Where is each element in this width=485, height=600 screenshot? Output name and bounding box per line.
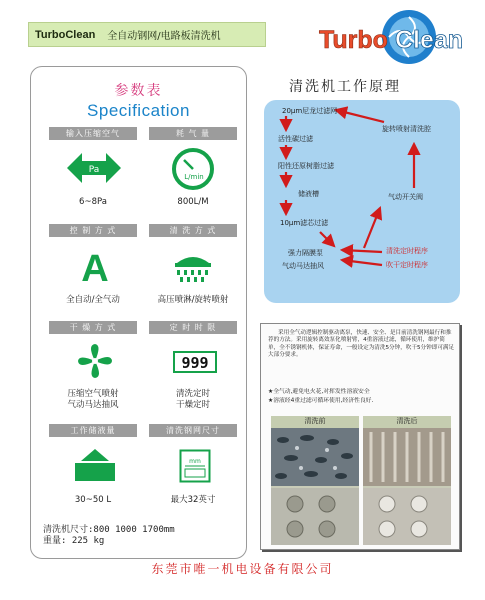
- spec-label-drying: 干 燥 方 式: [49, 321, 137, 334]
- icon-pa-text: Pa: [88, 165, 100, 175]
- flow-node-reservoir: 储液槽: [298, 190, 319, 198]
- svg-text:Clean: Clean: [395, 26, 464, 54]
- machine-weight-text: 重量: 225 kg: [43, 535, 105, 546]
- spec-value-cleaning: 高压喷淋/旋转喷射: [157, 295, 229, 305]
- machine-dimensions: [43, 525, 175, 547]
- spray-head-icon: [171, 251, 215, 283]
- spec-label-timer: 定 时 时 限: [149, 321, 237, 334]
- description-box: [260, 323, 460, 550]
- spec-label-cleaning: 清 洗 方 式: [149, 224, 237, 237]
- before-label: 清洗前: [271, 416, 359, 428]
- spec-label-stencil-size: 清洗钢网尺寸: [149, 424, 237, 437]
- spec-value-tank: 30~50 L: [74, 495, 112, 505]
- flow-node-diaphragm-pump: 强力隔膜泵: [288, 249, 323, 257]
- icon-999-text: 999: [181, 354, 209, 372]
- flow-node-wash-timer: 清洗定时程序: [386, 247, 428, 255]
- flow-node-air-motor: 气动马达抽风: [282, 262, 324, 270]
- spec-title-cn: 参数表: [114, 83, 163, 99]
- bullet-explosion-safe: ★全气动,避免电火花,对挥发性溶液安全: [268, 389, 370, 395]
- fan-icon: [77, 343, 113, 379]
- gauge-lmin-icon: [171, 147, 215, 191]
- header-bar: [28, 22, 266, 47]
- spec-label-tank: 工作储液量: [49, 424, 137, 437]
- machine-size-text: 清洗机尺寸:800 1000 1700mm: [43, 525, 175, 535]
- icon-mm-text: mm: [189, 458, 201, 465]
- spec-title-en: Specification: [87, 101, 190, 120]
- spec-value-timer: 清洗定时 干燥定时: [175, 389, 210, 410]
- spec-value-air-consumption: 800L/M: [177, 197, 209, 207]
- description-paragraph: 采用全气动逻辑控制驱动离泵，快速、安全、是目前清洗钢网最行和推荐的方法。采用旋转离效泵化喷射臂，4重溶液过滤，循环使用，维护简单，全不锈钢机体，保证寿命，一般设定为清洗5分钟，吹干5分钟即可满足大部分要求。: [268, 330, 455, 358]
- company-name: 东莞市唯一机电设备有限公司: [151, 562, 334, 576]
- spec-value-stencil-size: 最大32英寸: [170, 495, 216, 505]
- principle-title: 清洗机工作原理: [289, 79, 401, 95]
- icon-a-text: A: [81, 248, 109, 285]
- after-cleaning-image: [363, 428, 451, 545]
- after-label: 清洗后: [363, 416, 451, 428]
- tank-level-icon: [73, 447, 117, 483]
- flow-node-spray-chamber: 旋转喷射清洗腔: [382, 125, 431, 133]
- spec-label-air-input: 输入压缩空气: [49, 127, 137, 140]
- spec-label-air-consumption: 耗 气 量: [149, 127, 237, 140]
- letter-a-icon: [75, 247, 115, 285]
- spec-value-control: 全自动/全气动: [66, 295, 120, 305]
- icon-lmin-text: L/min: [184, 173, 204, 181]
- frame-size-icon: [179, 449, 211, 483]
- spec-label-control: 控 制 方 式: [49, 224, 137, 237]
- header-brand: TurboClean: [35, 28, 96, 41]
- bullet-recycle: ★溶液经4重过滤可循环使用,经济性良好.: [268, 398, 374, 404]
- flow-node-carbon-filter: 活性碳过滤: [278, 135, 313, 143]
- svg-text:Turbo: Turbo: [319, 26, 388, 54]
- specification-panel: [30, 66, 247, 559]
- flow-node-air-valve: 气动开关阀: [388, 193, 423, 201]
- turboclean-logo: [315, 8, 475, 66]
- double-arrow-pa-icon: [67, 151, 121, 185]
- flow-node-resin-filter: 阳性还原树脂过滤: [278, 162, 334, 170]
- timer-999-icon: [173, 351, 217, 373]
- flow-node-cartridge-filter: 10μm滤芯过滤: [280, 219, 329, 227]
- header-subtitle: 全自动钢网/电路板清洗机: [107, 31, 221, 42]
- flow-node-dry-timer: 吹干定时程序: [386, 261, 428, 269]
- flow-node-nylon-filter: 20μm尼龙过滤网: [282, 107, 338, 115]
- spec-value-drying: 压缩空气喷射 气动马达抽风: [67, 389, 119, 410]
- photo-after-cleaning: [363, 416, 451, 545]
- photo-before-cleaning: [271, 416, 359, 545]
- spec-value-air-input: 6~8Pa: [79, 197, 107, 207]
- principle-flow-diagram: [264, 100, 460, 303]
- before-cleaning-image: [271, 428, 359, 545]
